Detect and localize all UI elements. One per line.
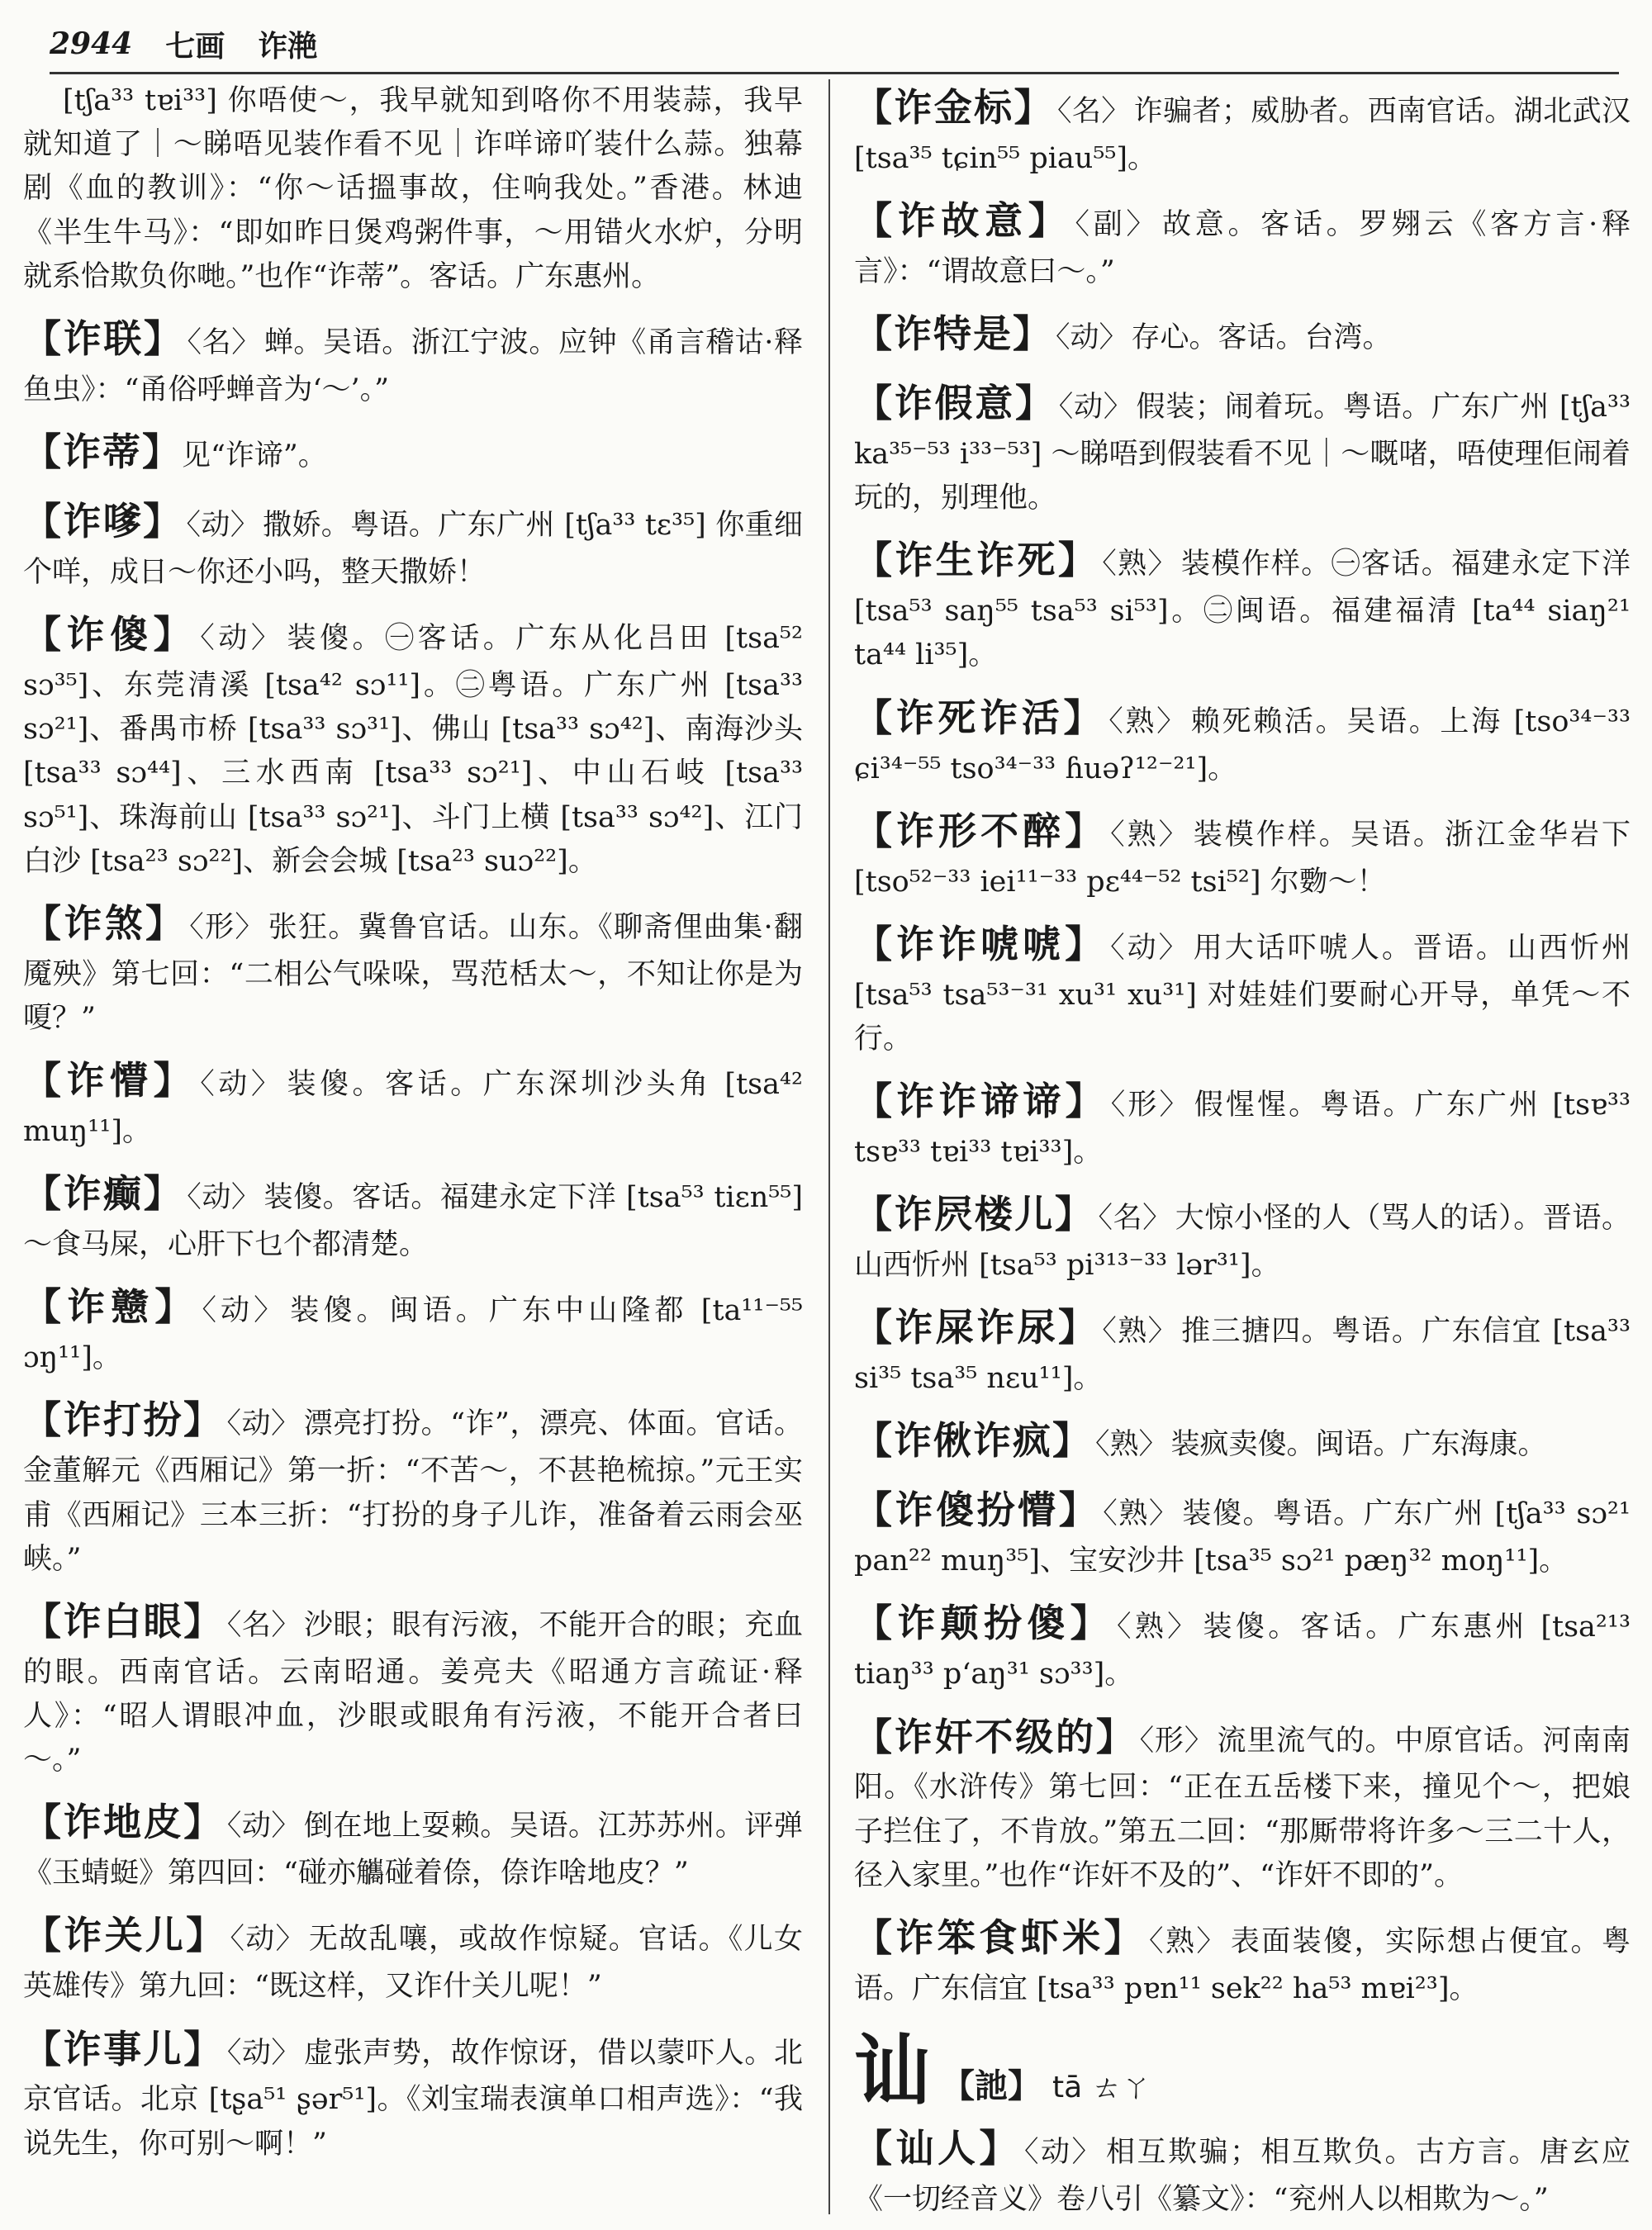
entry-text: 装傻。客话。广东深圳沙头角 [tsa⁴² muŋ¹¹]。 xyxy=(23,1068,803,1149)
dictionary-entry xyxy=(23,311,803,412)
headword: 【诈嗲】 xyxy=(23,498,183,543)
part-of-speech: 〈形〉 xyxy=(1139,1724,1214,1758)
section-label: 七画 xyxy=(165,28,225,64)
part-of-speech: 〈动〉 xyxy=(230,1923,306,1957)
entry-text: 大惊小怪的人（骂人的话）。晋语。山西忻州 [tsa⁵³ pi³¹³⁻³³ lər³¹]。 xyxy=(854,1202,1631,1283)
dictionary-entry xyxy=(854,306,1631,363)
dictionary-entry xyxy=(854,690,1631,791)
headword: 【诈金标】 xyxy=(854,85,1054,130)
dictionary-entry xyxy=(23,1794,803,1896)
entry-text: 表面装傻，实际想占便宜。粤语。广东信宜 [tsa³³ pɐn¹¹ sek²² ha⁵³ mɐi²³]。 xyxy=(854,1924,1631,2005)
column-divider xyxy=(828,79,830,2214)
entry-text: 假惺惺。粤语。广东广州 [tsɐ³³ tsɐ³³ tɐi³³ tɐi³³]。 xyxy=(854,1089,1631,1170)
entry-text: 见“诈谛”。 xyxy=(182,439,327,473)
dictionary-entry xyxy=(23,895,803,1041)
entry-text: 装傻。粤语。广东广州 [tʃa³³ sɔ²¹ pan²² muŋ³⁵]、宝安沙井 [tsa³⁵ sɔ²¹ pæŋ³² moŋ¹¹]。 xyxy=(854,1497,1631,1578)
dictionary-entry xyxy=(23,1392,803,1581)
headword: 【诈联】 xyxy=(23,316,184,361)
headword: 【诈傻】 xyxy=(23,612,197,657)
headword: 【诈形不醉】 xyxy=(854,808,1108,853)
dictionary-entry xyxy=(23,1279,803,1380)
part-of-speech: 〈副〉 xyxy=(1075,208,1160,242)
entry-text: 无故乱嚷，或故作惊疑。官话。《儿女英雄传》第九回：“既这样，又诈什关儿呢！” xyxy=(23,1923,803,2004)
headword: 【诈特是】 xyxy=(854,311,1052,357)
dictionary-entry xyxy=(854,79,1631,181)
dictionary-entry xyxy=(854,2120,1631,2214)
header-characters: 诈滟 xyxy=(258,28,318,64)
dictionary-entry xyxy=(854,916,1631,1061)
entry-text: 假装；闹着玩。粤语。广东广州 [tʃa³³ ka³⁵⁻⁵³ i³³⁻⁵³] ～睇唔到假装看不见｜～嘅啫，唔使理佢闹着玩的，别理他。 xyxy=(854,391,1631,515)
headword: 【讪人】 xyxy=(854,2125,1021,2171)
headword: 【诈假意】 xyxy=(854,381,1056,426)
dictionary-entry xyxy=(854,192,1631,294)
part-of-speech: 〈形〉 xyxy=(189,910,265,944)
headword: 【诈煞】 xyxy=(23,900,187,946)
part-of-speech: 〈名〉 xyxy=(1098,1202,1172,1236)
part-of-speech: 〈动〉 xyxy=(186,508,260,542)
part-of-speech: 〈名〉 xyxy=(1056,95,1131,128)
dictionary-entry xyxy=(854,1073,1631,1174)
headword: 【诈懵】 xyxy=(23,1058,197,1103)
entry-text: 推三搪四。粤语。广东信宜 [tsa³³ si³⁵ tsa³⁵ nɛu¹¹]。 xyxy=(854,1315,1631,1396)
entry-text: 存心。客话。台湾。 xyxy=(1131,321,1392,355)
entry-text: 用大话吓唬人。晋语。山西忻州 [tsa⁵³ tsa⁵³⁻³¹ xu³¹ xu³¹] 对娃娃们要耐心开导，单凭～不行。 xyxy=(854,931,1631,1056)
character-headword: 讪 xyxy=(854,2026,931,2116)
headword: 【诈偢诈疯】 xyxy=(854,1418,1092,1464)
part-of-speech: 〈熟〉 xyxy=(1103,1497,1180,1531)
entry-text: 装模作样。吴语。浙江金华岩下 [tso⁵²⁻³³ iei¹¹⁻³³ pɛ⁴⁴⁻⁵² tsi⁵²] 尔覅～！ xyxy=(854,818,1631,899)
part-of-speech: 〈名〉 xyxy=(226,1608,301,1642)
part-of-speech: 〈动〉 xyxy=(187,1181,261,1215)
dictionary-entry xyxy=(854,1299,1631,1401)
dictionary-entry xyxy=(854,1595,1631,1696)
dictionary-entry xyxy=(854,532,1631,677)
dictionary-entry xyxy=(23,1165,803,1267)
part-of-speech: 〈动〉 xyxy=(1058,391,1133,425)
part-of-speech: 〈动〉 xyxy=(200,622,284,656)
headword: 【诈死诈活】 xyxy=(854,695,1106,740)
dictionary-entry xyxy=(854,1482,1631,1583)
part-of-speech: 〈动〉 xyxy=(226,1810,301,1843)
headword: 【诈蒂】 xyxy=(23,429,182,475)
headword: 【诈白眼】 xyxy=(23,1598,224,1644)
entry-text: 撒娇。粤语。广东广州 [tʃa³³ tɛ³⁵] 你重细个咩，成日～你还小吗，整天撒娇！ xyxy=(23,508,803,589)
traditional-form: 【訑】 xyxy=(942,2066,1042,2106)
part-of-speech: 〈动〉 xyxy=(1024,2135,1103,2169)
header-rule xyxy=(50,72,1619,74)
entry-text: 装疯卖傻。闽语。广东海康。 xyxy=(1170,1428,1547,1462)
part-of-speech: 〈熟〉 xyxy=(1108,705,1188,738)
dictionary-entry xyxy=(23,1052,803,1154)
headword: 【诈事儿】 xyxy=(23,2026,224,2071)
headword: 【诈癫】 xyxy=(23,1171,184,1217)
entry-text: 故意。客话。罗翙云《客方言·释言》：“谓故意曰～。” xyxy=(854,208,1631,288)
right-column xyxy=(854,79,1631,2214)
headword: 【诈诈谛谛】 xyxy=(854,1079,1108,1124)
character-entry xyxy=(854,2026,1631,2116)
entry-text: 漂亮打扮。“诈”，漂亮、体面。官话。金董解元《西厢记》第一折：“不苦～，不甚艳梳掠。”元王实甫《西厢记》三本三折：“打扮的身子儿诈，准备着云雨会巫峡。” xyxy=(23,1407,803,1576)
entry-text: 倒在地上耍赖。吴语。江苏苏州。评弹《玉蜻蜓》第四回：“碰亦觿碰着倷，倷诈啥地皮？” xyxy=(23,1810,803,1891)
headword: 【诈屎诈尿】 xyxy=(854,1305,1099,1350)
dictionary-entry xyxy=(23,79,803,299)
dictionary-entry xyxy=(23,1593,803,1782)
entry-text: 虚张声势，故作惊讶，借以蒙吓人。北京官话。北京 [tʂa⁵¹ ʂər⁵¹]。《刘宝瑞表演单口相声选》：“我说先生，你可别～啊！” xyxy=(23,2036,803,2161)
part-of-speech: 〈动〉 xyxy=(226,1407,301,1441)
entry-text: 沙眼；眼有污液，不能开合的眼；充血的眼。西南官话。云南昭通。姜亮夫《昭通方言疏证·释人》：“昭人谓眼冲血，沙眼或眼角有污液，不能开合者曰～。” xyxy=(23,1608,803,1777)
dictionary-entry xyxy=(23,493,803,595)
headword: 【诈关儿】 xyxy=(23,1913,227,1958)
dictionary-entry xyxy=(854,1186,1631,1288)
headword: 【诈笨食虾米】 xyxy=(854,1914,1146,1960)
entry-text: [tʃa³³ tɐi³³] 你唔使～，我早就知到咯你不用装蒜，我早就知道了｜～睇唔见装作看不见｜诈咩谛吖装什么蒜。独幕剧《血的教训》：“你～话搵事故，住响我处。”香港。林迪《半生牛马》：“即如昨日煲鸡粥件事，～用错火水炉，分明就系恰欺负你哋。”也作“诈蒂”。客话。广东惠州。 xyxy=(23,84,803,293)
entry-text: 装傻。㊀客话。广东从化吕田 [tsa⁵² sɔ³⁵]、东莞清溪 [tsa⁴² sɔ¹¹]。㊁粤语。广东广州 [tsa³³ sɔ²¹]、番禺市桥 [tsa³³ sɔ³¹]、佛山 [tsa³³ sɔ⁴²]、南海沙头 [tsa³³ sɔ⁴⁴]、三水西南 [tsa³³ sɔ²¹]、中山石岐 [tsa³³ sɔ⁵¹]、珠海前山 [tsa³³ sɔ²¹]、斗门上横 [tsa³³ sɔ⁴²]、江门白沙 [tsa²³ sɔ²²]、新会会城 [tsa²³ suɔ²²]。 xyxy=(23,622,803,878)
dictionary-entry xyxy=(854,1910,1631,2011)
headword: 【诈故意】 xyxy=(854,198,1072,244)
entry-text: 装傻。客话。福建永定下洋 [tsa⁵³ tiɛn⁵⁵] ～食马屎，心肝下乜个都清楚。 xyxy=(23,1181,803,1262)
entry-text: 装模作样。㊀客话。福建永定下洋 [tsa⁵³ saŋ⁵⁵ tsa⁵³ si⁵³]。㊁闽语。福建福清 [ta⁴⁴ siaŋ²¹ ta⁴⁴ li³⁵]。 xyxy=(854,548,1631,672)
part-of-speech: 〈名〉 xyxy=(187,325,261,359)
dictionary-entry xyxy=(854,375,1631,520)
part-of-speech: 〈动〉 xyxy=(202,1294,287,1328)
dictionary-entry xyxy=(854,1709,1631,1898)
headword: 【诈傻扮懵】 xyxy=(854,1487,1100,1533)
headword: 【诈颠扮傻】 xyxy=(854,1601,1114,1646)
part-of-speech: 〈熟〉 xyxy=(1095,1428,1168,1462)
part-of-speech: 〈动〉 xyxy=(1110,931,1190,965)
dictionary-entry xyxy=(23,2021,803,2166)
dictionary-entry xyxy=(23,606,803,884)
entry-text: 相互欺骗；相互欺负。古方言。唐玄应《一切经音义》卷八引《纂文》：“兖州人以相欺为～。” xyxy=(854,2135,1631,2214)
dictionary-entry xyxy=(23,424,803,482)
page-number: 2944 xyxy=(50,26,133,61)
entry-text: 诈骗者；威胁者。西南官话。湖北武汉 [tsa³⁵ tɕin⁵⁵ piau⁵⁵]。 xyxy=(854,95,1631,175)
headword: 【诈诈唬唬】 xyxy=(854,921,1108,966)
headword: 【诈生诈死】 xyxy=(854,538,1099,583)
entry-text: 蝉。吴语。浙江宁波。应钟《甬言稽诂·释鱼虫》：“甬俗呼蝉音为‘～’。” xyxy=(23,325,803,406)
part-of-speech: 〈熟〉 xyxy=(1110,818,1190,852)
part-of-speech: 〈熟〉 xyxy=(1117,1611,1200,1644)
page-header xyxy=(50,25,1619,63)
dictionary-entry xyxy=(854,1412,1631,1470)
part-of-speech: 〈动〉 xyxy=(200,1068,284,1102)
entry-text: 装傻。客话。广东惠州 [tsa²¹³ tiaŋ³³ pʻaŋ³¹ sɔ³³]。 xyxy=(854,1611,1631,1691)
part-of-speech: 〈熟〉 xyxy=(1149,1924,1227,1958)
entry-text: 赖死赖活。吴语。上海 [tso³⁴⁻³³ ɕi³⁴⁻⁵⁵ tso³⁴⁻³³ ɦuəʔ¹²⁻²¹]。 xyxy=(854,705,1631,785)
part-of-speech: 〈动〉 xyxy=(226,2036,301,2070)
headword: 【诈打扮】 xyxy=(23,1397,224,1443)
part-of-speech: 〈形〉 xyxy=(1110,1089,1191,1122)
dictionary-entry xyxy=(23,1907,803,2009)
entry-text: 流里流气的。中原官话。河南南阳。《水浒传》第七回：“正在五岳楼下来，撞见个～，把娘子拦住了，不肯放。”第五二回：“那厮带将许多～三二十人，径入家里。”也作“诈奸不及的”、“诈奸不即的”。 xyxy=(854,1724,1631,1892)
dictionary-entry xyxy=(854,803,1631,904)
pronunciation: tā ㄊㄚ xyxy=(1052,2071,1151,2105)
headword: 【诈戆】 xyxy=(23,1284,199,1330)
part-of-speech: 〈动〉 xyxy=(1056,321,1128,355)
headword: 【诈屄楼儿】 xyxy=(854,1192,1095,1237)
entry-text: 张狂。冀鲁官话。山东。《聊斋俚曲集·翻魇殃》第七回：“二相公气哚哚，骂范栝太～，不知让你是为嗄？” xyxy=(23,910,803,1035)
headword: 【诈地皮】 xyxy=(23,1800,224,1845)
part-of-speech: 〈熟〉 xyxy=(1102,548,1178,581)
headword: 【诈奸不级的】 xyxy=(854,1714,1137,1759)
left-column xyxy=(23,79,803,2214)
entry-text: 装傻。闽语。广东中山隆都 [ta¹¹⁻⁵⁵ ɔŋ¹¹]。 xyxy=(23,1294,803,1375)
part-of-speech: 〈熟〉 xyxy=(1102,1315,1179,1349)
